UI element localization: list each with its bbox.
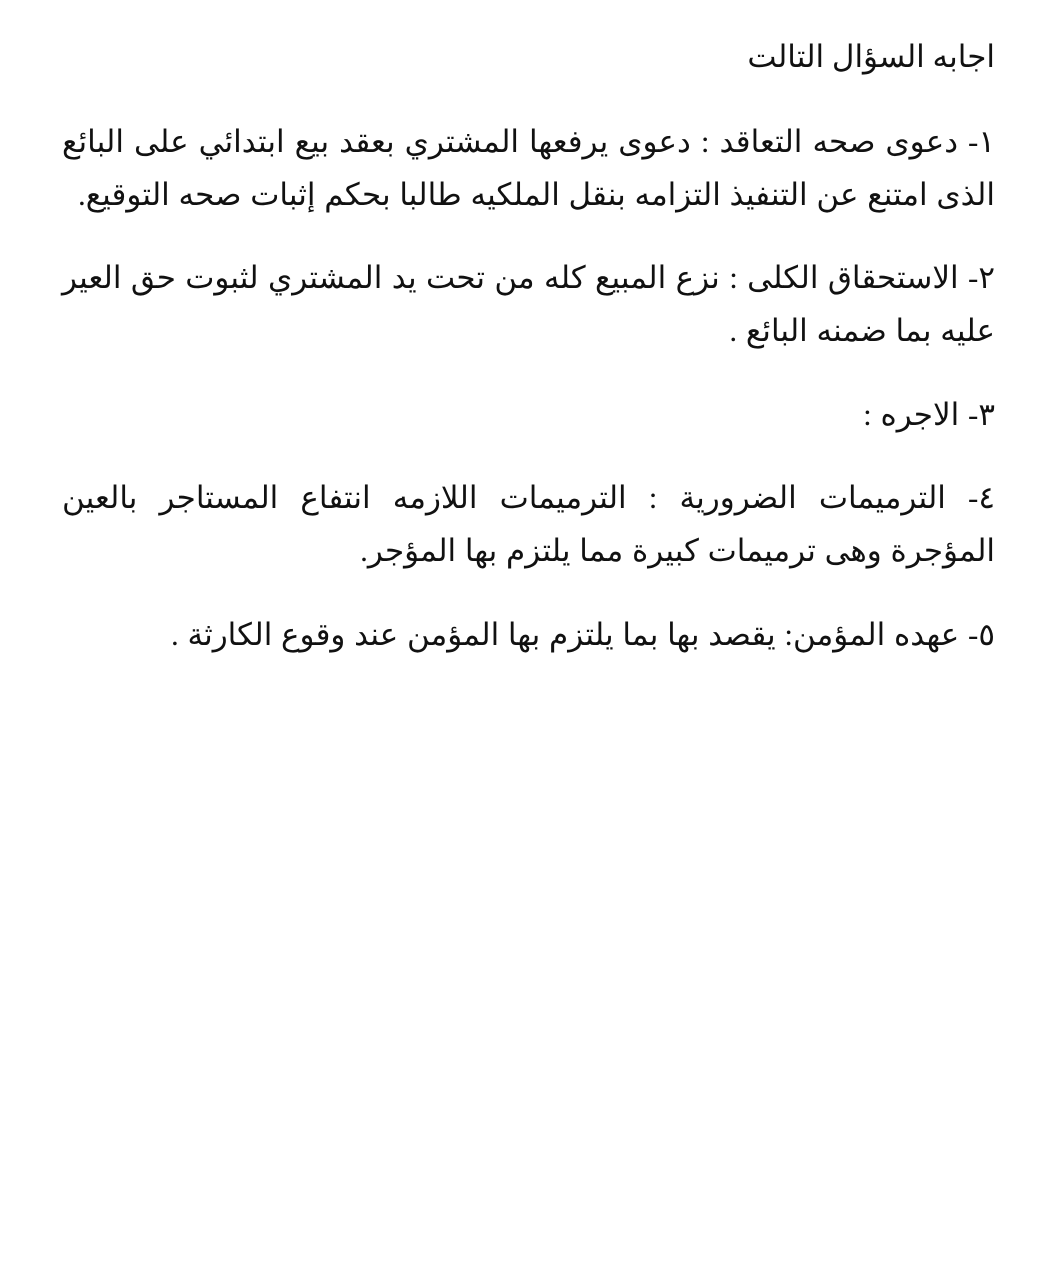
answer-item-1: ١- دعوى صحه التعاقد : دعوى يرفعها المشتري بعقد بيع ابتدائي على البائع الذى امتنع عن التنفيذ التزامه بنقل الملكيه طالبا بحكم إثبات صحه التوقيع. <box>62 123 995 212</box>
answer-item-2: ٢- الاستحقاق الكلى : نزع المبيع كله من تحت يد المشتري لثبوت حق العير عليه بما ضمنه البائع . <box>62 260 995 349</box>
answer-item-4: ٤- الترميمات الضرورية : الترميمات اللازمه انتفاع المستاجر بالعين المؤجرة وهى ترميمات كبيرة مما يلتزم بها المؤجر. <box>62 480 995 569</box>
page-title: اجابه السؤال التالت <box>747 39 995 74</box>
answer-item-5: ٥- عهده المؤمن: يقصد بها بما يلتزم بها المؤمن عند وقوع الكارثة . <box>170 616 995 652</box>
answer-item-3: ٣- الاجره : <box>863 396 995 432</box>
